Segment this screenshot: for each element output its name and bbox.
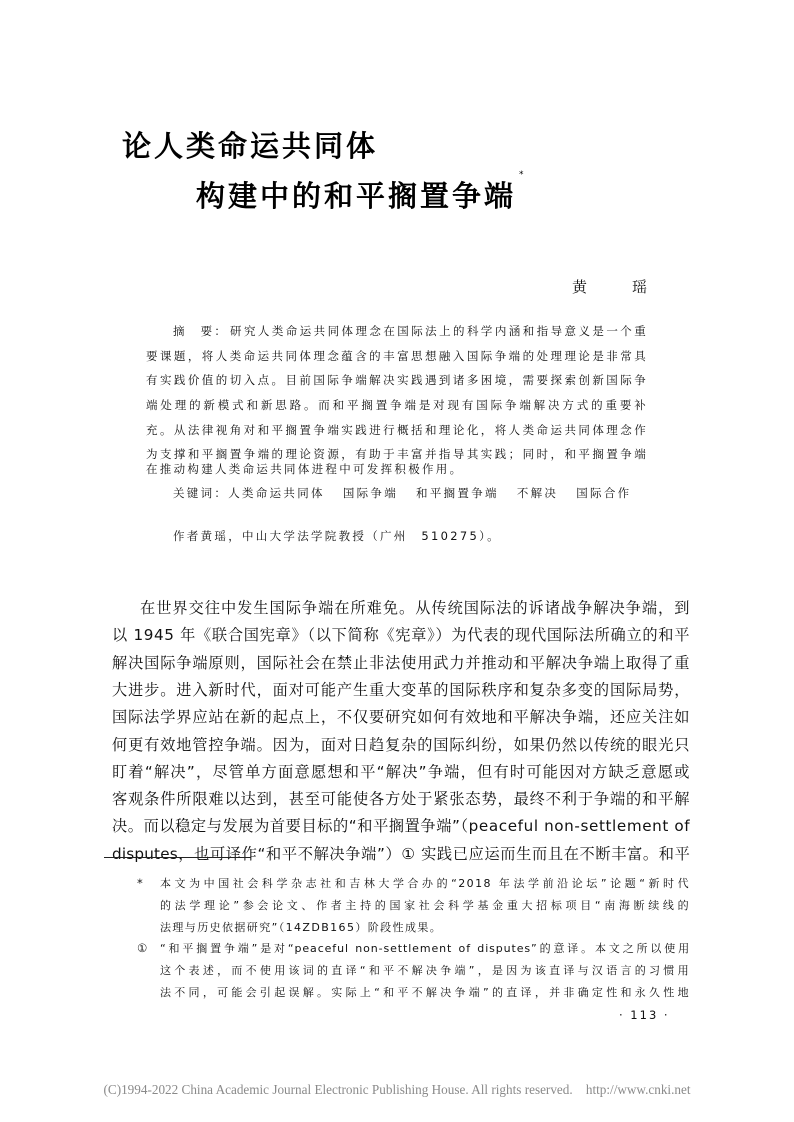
footnote-line: 这个表述，而不使用该词的直译“和平不解决争端”，是因为该直译与汉语言的习惯用	[160, 964, 690, 977]
keyword[interactable]: 国际争端	[342, 486, 399, 500]
footnote-line: 法不同，可能会引起误解。实际上“和平不解决争端”的直译，并非确定性和永久性地	[160, 986, 690, 999]
author-name-family: 瑶	[632, 278, 648, 296]
abstract-label-text: 摘 要：	[173, 324, 229, 338]
article-title-line-2-text: 构建中的和平搁置争端	[196, 179, 517, 213]
body-line: 盯着“解决”，尽管单方面意愿想和平“解决”争端，但有时可能因对方缺乏意愿或	[112, 763, 690, 781]
page-number: · 113 ·	[619, 1008, 670, 1022]
abstract-label	[173, 323, 228, 339]
keyword[interactable]: 不解决	[516, 486, 559, 500]
keyword[interactable]: 国际合作	[576, 486, 632, 500]
footnote-marker: ①	[137, 941, 148, 955]
author-affiliation: 作者黄瑶，中山大学法学院教授（广州 510275）。	[173, 529, 501, 543]
keyword[interactable]: 和平搁置争端	[416, 486, 499, 500]
abstract-line: 要课题，将人类命运共同体理念蕴含的丰富思想融入国际争端的处理理论是非常具	[146, 349, 648, 363]
author-name-given: 黄	[572, 278, 588, 296]
copyright-footer: (C)1994-2022 China Academic Journal Electronic Publishing House. All rights reserved. http://www.cnki.net	[103, 1082, 691, 1097]
title-footnote-marker[interactable]: *	[519, 170, 527, 180]
author-name	[572, 276, 647, 297]
footnote-line: 法理与历史依据研究”（14ZDB165）阶段性成果。	[160, 921, 443, 934]
article-title-line-2	[196, 170, 527, 215]
abstract-line: 为支撑和平搁置争端的理论资源，有助于丰富并指导其实践；同时，和平搁置争端	[146, 447, 648, 461]
footnote-marker: *	[137, 876, 143, 890]
body-line: 决。而以稳定与发展为首要目标的“和平搁置争端”（peaceful non-settlement of	[112, 817, 691, 835]
footnote-line: 的法学理论”参会论文、作者主持的国家社会科学基金重大招标项目“南海断续线的	[160, 899, 690, 912]
keyword[interactable]: 人类命运共同体	[228, 486, 325, 500]
abstract-line: 在推动构建人类命运共同体进程中可发挥积极作用。	[146, 462, 464, 476]
body-line: 何更有效地管控争端。因为，面对日趋复杂的国际纠纷，如果仍然以传统的眼光只	[112, 736, 690, 754]
footnote-line: 本文为中国社会科学杂志社和吉林大学合办的“2018 年法学前沿论坛”论题“新时代	[160, 877, 690, 890]
body-line: 解决国际争端原则，国际社会在禁止非法使用武力并推动和平解决争端上取得了重	[112, 654, 690, 672]
keywords-label: 关键词：	[173, 486, 229, 500]
keywords	[173, 485, 631, 501]
abstract-line: 端处理的新模式和新思路。而和平搁置争端是对现有国际争端解决方式的重要补	[146, 398, 648, 412]
abstract-line: 研究人类命运共同体理念在国际法上的科学内涵和指导意义是一个重	[230, 324, 648, 338]
footnote-divider	[104, 857, 251, 858]
body-line: 国际法学界应站在新的起点上，不仅要研究如何有效地和平解决争端，还应关注如	[112, 708, 690, 726]
body-line: disputes，也可译作“和平不解决争端”）① 实践已应运而生而且在不断丰富。和平	[112, 845, 690, 863]
body-line: 大进步。进入新时代，面对可能产生重大变革的国际秩序和复杂多变的国际局势，	[112, 681, 690, 699]
body-line: 以 1945 年《联合国宪章》（以下简称《宪章》）为代表的现代国际法所确立的和平	[112, 626, 690, 644]
body-line: 在世界交往中发生国际争端在所难免。从传统国际法的诉诸战争解决争端，到	[140, 599, 690, 617]
article-title-line-1: 论人类命运共同体	[122, 129, 379, 163]
abstract-line: 有实践价值的切入点。目前国际争端解决实践遇到诸多困境，需要探索创新国际争	[146, 373, 648, 387]
footnote-line: “和平搁置争端”是对“peaceful non-settlement of disputes”的意译。本文之所以使用	[160, 942, 690, 955]
body-line: 客观条件所限难以达到，甚至可能使各方处于紧张态势，最终不利于争端的和平解	[112, 790, 690, 808]
abstract-line: 充。从法律视角对和平搁置争端实践进行概括和理论化，将人类命运共同体理念作	[146, 423, 648, 437]
